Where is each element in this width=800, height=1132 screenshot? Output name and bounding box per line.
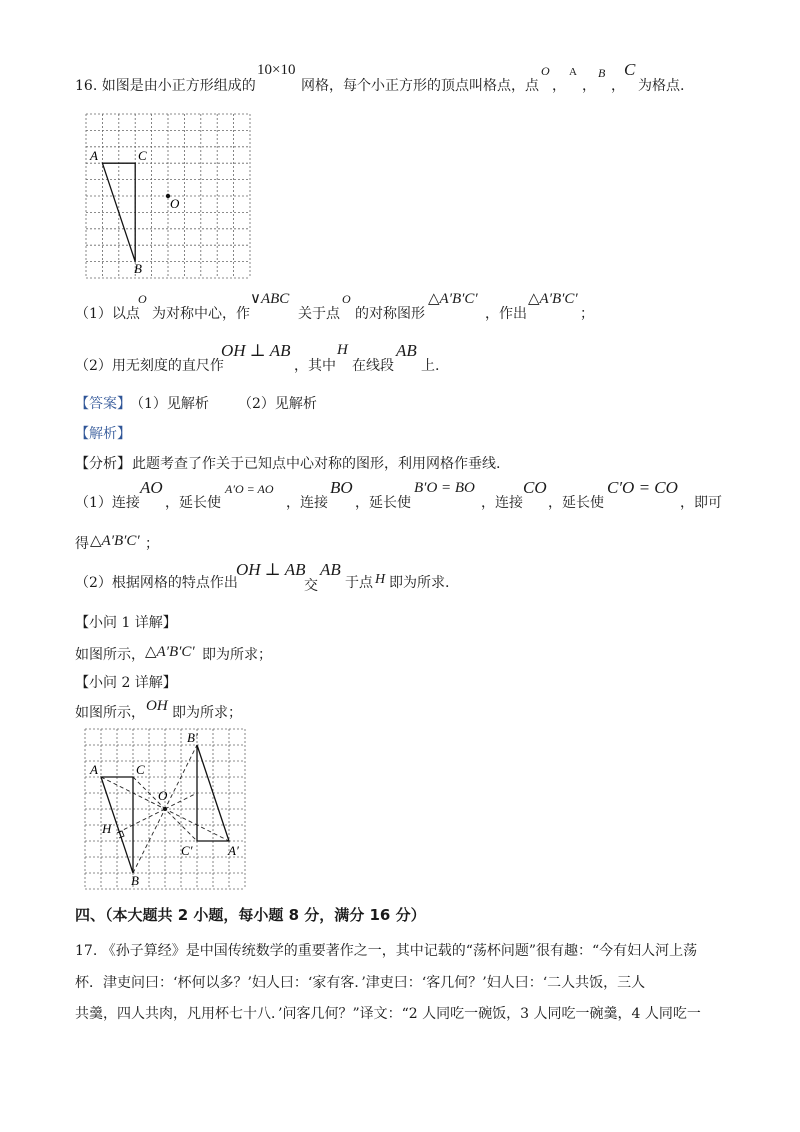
point-a-label: A [569, 66, 577, 78]
separator: ， [582, 78, 596, 94]
step2-text1: 交 [304, 578, 318, 594]
segment-ao: AO [140, 478, 163, 497]
sub1-tag: 【小问 1 详解】 [75, 615, 177, 631]
q17-line2: 杯．津吏问曰：‘杯何以多？’妇人曰：‘家有客．’津吏曰：‘客几何？’妇人曰：‘二人共饭，三人 [75, 975, 646, 991]
triangle-prime-symbol-2: △A′B′C′ [528, 291, 578, 307]
analysis-tag: 【解析】 [75, 426, 131, 442]
part2-prefix: （2）用无刻度的直尺作 [75, 358, 224, 374]
point-h-label-2: H [375, 572, 386, 587]
part1-text3: 的对称图形 [355, 306, 425, 322]
q16-intro-mid: 网格，每个小正方形的顶点叫格点，点 [301, 78, 539, 94]
part1-text2: 关于点 [298, 306, 340, 322]
point-b-label: B [598, 66, 606, 80]
equation-co: C′O = CO [607, 478, 678, 497]
step2-text3: 即为所求. [389, 575, 450, 591]
separator: ， [611, 78, 625, 94]
q17-line3: 共羹，四人共肉，凡用杯七十八．’问客几何？”译文：“2 人同吃一碗饭，3 人同吃一碗羹，4 人同吃一 [75, 1006, 701, 1022]
label-b: B [134, 261, 142, 276]
point-c-label: C [624, 60, 636, 79]
label-a: A [90, 148, 98, 163]
triangle-abc-symbol: ∨ABC [250, 291, 290, 307]
grid-size-expression: 10×10 [257, 62, 296, 78]
part1-text4: ，作出 [485, 306, 527, 322]
triangle-prime-symbol-3: △A′B′C′ [90, 533, 140, 549]
segment-oh: OH [146, 698, 168, 714]
sub2-prefix: 如图所示， [75, 705, 145, 721]
label-b-prime: B′ [187, 730, 198, 745]
answer-part2: （2）见解析 [238, 396, 317, 412]
part1-point-o2: O [342, 292, 351, 306]
step1-text5: ，延长使 [548, 495, 604, 511]
step1-line2-prefix: 得 [75, 536, 89, 552]
label-b: B [131, 873, 139, 888]
part1-point-o: O [138, 292, 147, 306]
segment-bo: BO [330, 478, 353, 497]
equation-ao: A′O = AO [225, 482, 274, 496]
sub1-suffix: 即为所求； [202, 647, 272, 663]
fenxi-tag: 【分析】 [75, 456, 131, 472]
point-o-dot [163, 807, 167, 811]
step1-text2: ，连接 [286, 495, 328, 511]
part1-prefix: （1）以点 [75, 306, 140, 322]
label-o: O [158, 788, 168, 803]
q16-intro-prefix: 16. 如图是由小正方形组成的 [75, 78, 256, 94]
step1-prefix: （1）连接 [75, 495, 140, 511]
segment-co: CO [523, 478, 547, 497]
step2-text2: 于点 [345, 575, 373, 591]
part1-text5: ； [580, 306, 594, 322]
step1-text3: ，延长使 [355, 495, 411, 511]
part2-text2: 在线段 [352, 358, 394, 374]
part1-text1: 为对称中心，作 [152, 306, 250, 322]
sub2-suffix: 即为所求； [172, 705, 242, 721]
step1-text6: ，即可 [680, 495, 722, 511]
step1-text1: ，延长使 [165, 495, 221, 511]
step2-prefix: （2）根据网格的特点作出 [75, 575, 238, 591]
fenxi-text: 此题考查了作关于已知点中心对称的图形，利用网格作垂线. [132, 456, 501, 472]
sub2-tag: 【小问 2 详解】 [75, 675, 177, 691]
separator: ， [552, 78, 566, 94]
step1-line2-suffix: ； [145, 536, 159, 552]
grid-figure-solution [80, 724, 252, 892]
section-4-heading: 四、（本大题共 2 小题，每小题 8 分，满分 16 分） [75, 906, 426, 924]
part2-text3: 上. [421, 358, 440, 374]
label-a: A [90, 762, 98, 777]
triangle-prime-symbol-4: △A′B′C′ [145, 644, 195, 660]
part2-text1: ，其中 [294, 358, 336, 374]
equation-bo: B′O = BO [414, 480, 475, 496]
answer-part1: （1）见解析 [130, 396, 209, 412]
step1-text4: ，连接 [481, 495, 523, 511]
label-c: C [138, 148, 147, 163]
segment-ab-label: AB [396, 341, 417, 360]
perpendicular-expression-2: OH ⊥ AB [236, 560, 306, 579]
point-o-label: O [541, 64, 550, 78]
label-c-prime: C′ [181, 843, 193, 858]
segment-ab-2: AB [320, 560, 341, 579]
grid-figure-original [80, 108, 260, 280]
point-h-label: H [337, 342, 348, 358]
q16-intro-suffix: 为格点. [638, 78, 685, 94]
label-o: O [170, 196, 180, 211]
perpendicular-expression: OH ⊥ AB [221, 341, 291, 360]
label-a-prime: A′ [228, 843, 239, 858]
q17-line1: 17. 《孙子算经》是中国传统数学的重要著作之一，其中记载的“荡杯问题”很有趣：“今有妇人河上荡 [75, 943, 698, 959]
label-c: C [136, 762, 145, 777]
answer-tag: 【答案】 [75, 396, 131, 412]
label-h: H [102, 821, 112, 836]
triangle-prime-symbol: △A′B′C′ [428, 291, 478, 307]
sub1-prefix: 如图所示， [75, 647, 145, 663]
